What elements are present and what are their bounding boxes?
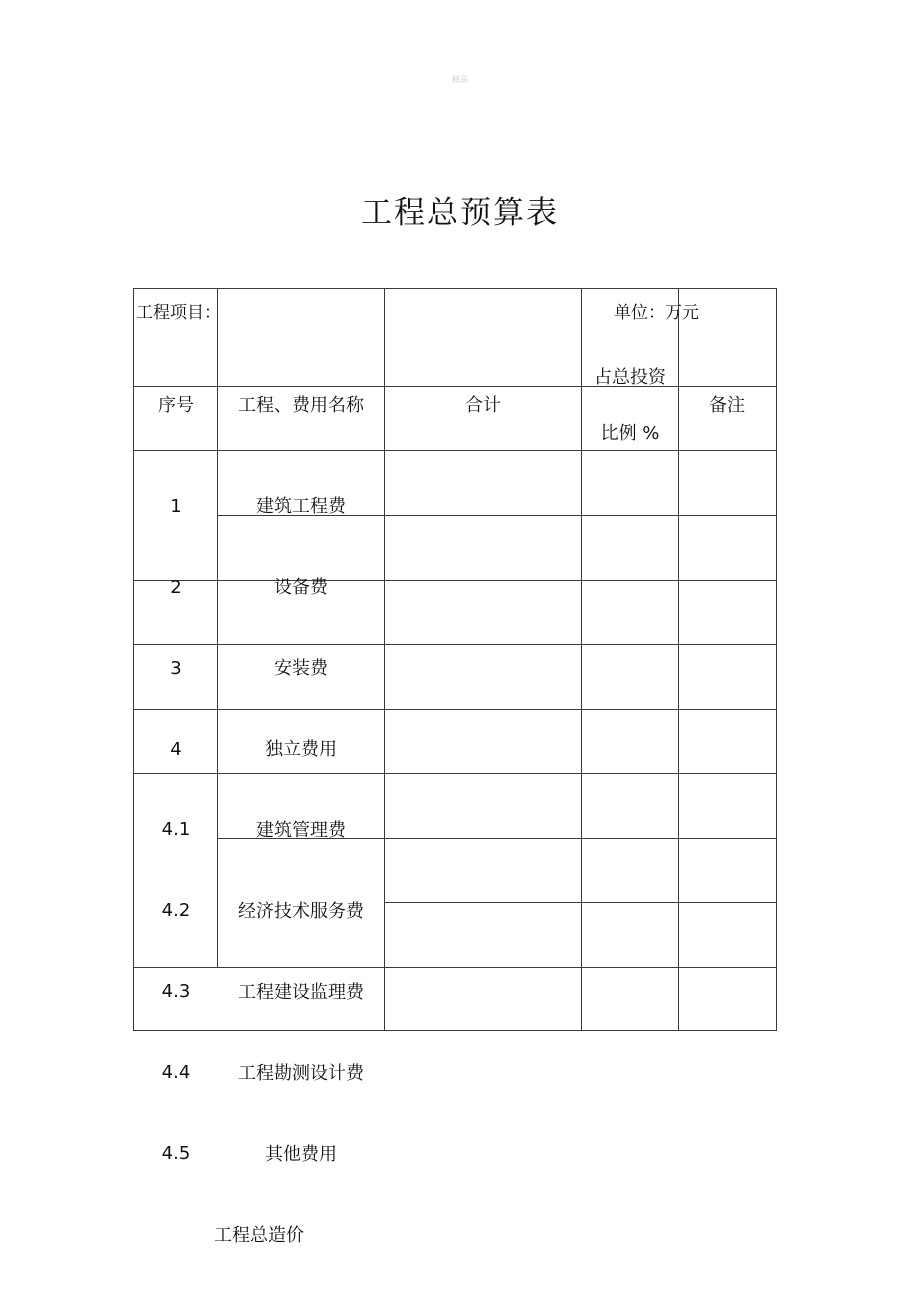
header-name: 工程、费用名称: [238, 395, 364, 416]
row-seq: 2: [170, 577, 182, 598]
row-seq: 4.4: [161, 1062, 191, 1083]
row-name: 其他费用: [265, 1144, 337, 1165]
row-seq: 3: [170, 658, 182, 679]
row-name: 工程建设监理费: [238, 982, 364, 1003]
project-label: 工程项目：: [136, 303, 221, 323]
row-seq: 4.1: [161, 819, 191, 840]
grand-total-label: 工程总造价: [214, 1225, 304, 1246]
header-total: 合计: [465, 395, 501, 416]
row-seq: 1: [170, 496, 182, 517]
header-ratio-line1: 占总投资: [594, 367, 666, 388]
row-name: 工程勘测设计费: [238, 1063, 364, 1084]
page-header-mark: 精品: [452, 75, 468, 84]
row-name: 安装费: [274, 658, 328, 679]
document-title: 工程总预算表: [361, 194, 559, 231]
header-seq: 序号: [158, 395, 194, 416]
table-outer-border: [134, 289, 777, 1031]
row-seq: 4.2: [161, 900, 191, 921]
row-name: 经济技术服务费: [238, 901, 364, 922]
unit-label: 单位：万元: [614, 303, 699, 323]
row-name: 设备费: [274, 577, 328, 598]
header-ratio-line2: 比例 %: [600, 423, 660, 444]
row-name: 建筑管理费: [256, 820, 346, 841]
row-seq: 4: [170, 739, 182, 760]
row-seq: 4.5: [161, 1143, 191, 1164]
row-seq: 4.3: [161, 981, 191, 1002]
row-name: 建筑工程费: [256, 496, 346, 517]
row-name: 独立费用: [265, 739, 337, 760]
header-remark: 备注: [709, 395, 745, 416]
